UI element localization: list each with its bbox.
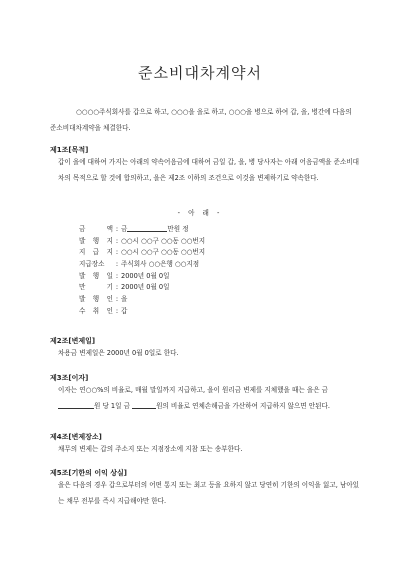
section-3-text-c: 원의 비율로 연체손해금을 가산하여 지급하지 않으면 안된다. [156,402,330,410]
note-item-label: 지급장소 [79,260,105,269]
note-item-value: 을 [121,295,128,304]
note-item-value: 2000년 0월 0일 [121,283,170,292]
amount-blank [127,224,167,232]
section-3-text-a: 이자는 연○○%의 비율로, 매월 말일까지 지급하고, 을이 원리금 변제를 지체했을 때는 을은 금 [58,386,329,394]
intro-paragraph: ○○○○주식회사를 갑으로 하고, ○○○을 을로 하고, ○○○을 병으로 하여 갑, 을, 병간에 다음의 준소비대차계약을 체결한다. [50,108,352,132]
note-item-value: ○○시 ○○구 ○○동 ○○번지 [121,236,206,245]
note-item-payment-place [79,247,205,259]
section-3-heading: 제3조[이자] [50,374,89,382]
note-item-issuer [79,294,205,306]
section-1-heading: 제1조[목적] [50,146,89,154]
section-5-body: 을은 다음의 경우 갑으로부터의 어떤 통지 또는 최고 등을 요하지 않고 당연히 기한의 이익을 잃고, 남아있는 채무 전부를 즉시 지급해야만 한다. [58,481,360,505]
amount-suffix: 만원 정 [167,225,189,233]
note-item-label: 수 취 인 [79,306,113,315]
section-1-body: 갑이 을에 대하여 가지는 아래의 약속어음금에 대하여 금일 갑, 을, 병 당사자는 아래 어음금액을 준소비대차의 목적으로 할 것에 합의하고, 을은 제2조 이하의 조건으로 이것을 변제하기로 약속한다. [58,158,360,182]
note-item-sep: : [115,271,119,280]
section-4-heading: 제4조[변제장소] [50,433,102,441]
note-item-label: 금 액 [79,225,113,233]
note-item-sep: : [115,283,119,292]
note-item-sep: : [115,225,119,233]
note-item-amount [79,224,205,236]
note-item-payee [79,306,205,318]
note-item-sep: : [115,295,119,304]
section-4-body: 채무의 변제는 갑의 주소지 또는 지점장소에 지참 또는 송부한다. [58,445,243,453]
note-item-maturity [79,282,205,294]
section-2-body: 차용금 변제일은 2000년 0월 0일로 한다. [58,349,179,357]
note-item-value: 갑 [121,306,128,315]
note-item-sep: : [115,260,119,269]
note-item-label: 지 급 지 [79,248,113,257]
section-3-body [58,382,360,414]
note-heading: - 아 래 - [177,209,223,217]
note-item-label: 발 행 지 [79,236,113,245]
note-item-sep: : [115,248,119,257]
note-item-label: 발 행 인 [79,295,113,304]
note-item-label: 만 기 [79,283,113,292]
note-item-label: 발 행 일 [79,271,113,280]
section-5-heading: 제5조[기한의 이익 상실] [50,469,128,477]
note-items-list [79,224,205,318]
penalty-principal-blank [58,401,94,409]
amount-prefix: 금 [121,225,128,233]
note-item-sep: : [115,236,119,245]
section-2-heading: 제2조[변제일] [50,337,96,345]
note-item-value: 주식회사 ○○은행 ○○지점 [121,260,200,269]
note-item-sep: : [115,306,119,315]
note-item-payment-location [79,259,205,271]
note-item-value: 2000년 0월 0일 [121,271,170,280]
note-item-issue-date [79,271,205,283]
document-title: 준소비대차계약서 [138,64,262,82]
penalty-rate-blank [132,401,156,409]
note-item-value [121,224,189,236]
section-3-text-b: 원 당 1일 금 [94,402,133,410]
note-item-value: ○○시 ○○구 ○○동 ○○번지 [121,248,206,257]
note-item-issue-place [79,236,205,248]
